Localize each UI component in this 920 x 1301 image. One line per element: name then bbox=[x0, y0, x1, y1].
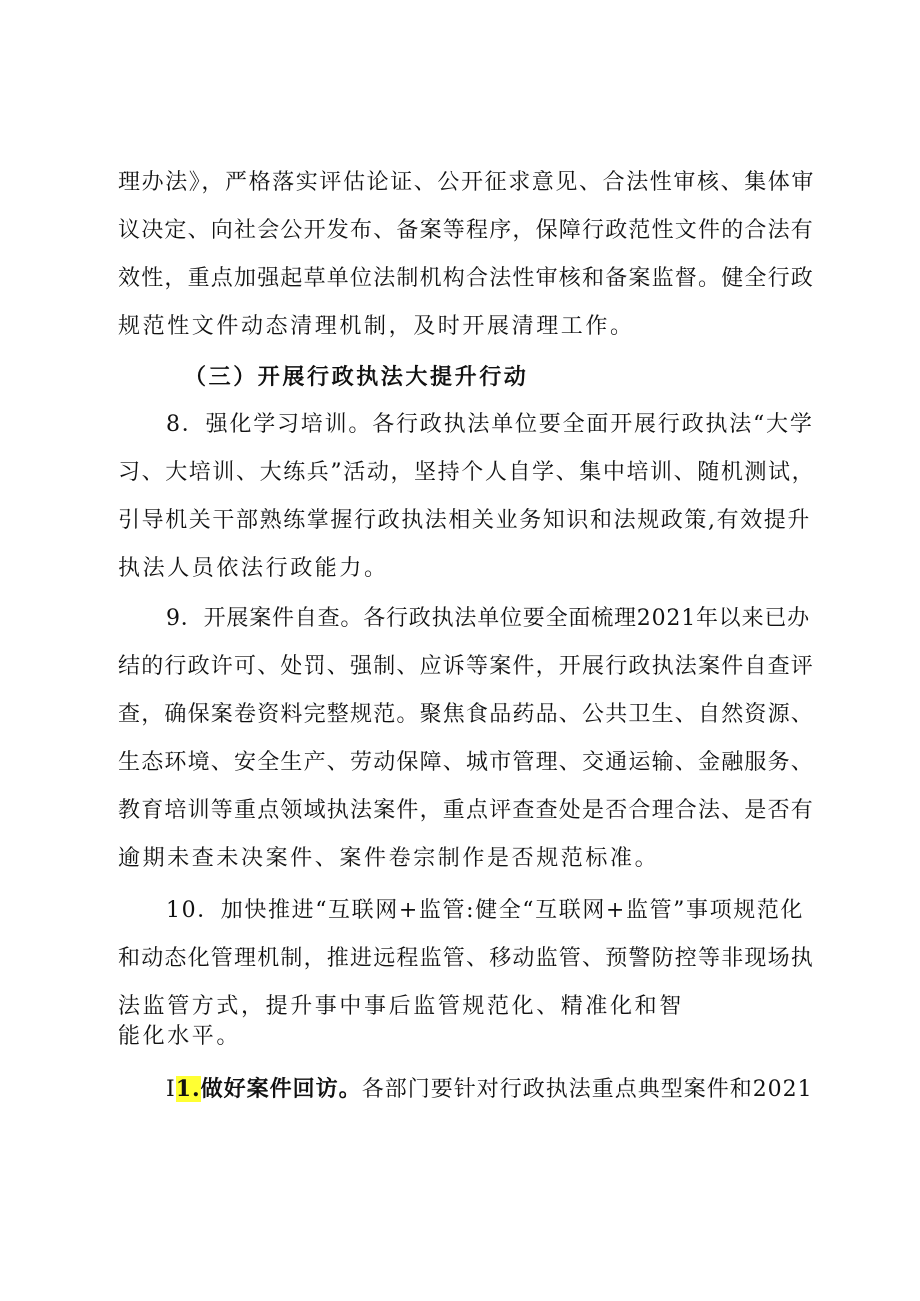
paragraph-line: 逾期未查未决案件、案件卷宗制作是否规范标准。 bbox=[118, 846, 660, 871]
list-marker-prefix: I bbox=[166, 1077, 176, 1102]
paragraph-line-last bbox=[166, 1074, 813, 1105]
paragraph-line: 效性，重点加强起草单位法制机构合法性审核和备案监督。健全行政 bbox=[118, 266, 815, 291]
paragraph-line: 生态环境、安全生产、劳动保障、城市管理、交通运输、金融服务、 bbox=[118, 750, 815, 775]
paragraph-line: 引导机关干部熟练掌握行政执法相关业务知识和法规政策,有效提升 bbox=[118, 508, 811, 533]
paragraph-line: 8．强化学习培训。各行政执法单位要全面开展行政执法“大学 bbox=[166, 412, 814, 437]
paragraph-line: 9．开展案件自查。各行政执法单位要全面梳理2021年以来已办 bbox=[166, 606, 810, 631]
paragraph-line: 10．加快推进“互联网+监管:健全“互联网+监管”事项规范化 bbox=[166, 898, 805, 923]
paragraph-line: 能化水平。 bbox=[118, 1024, 242, 1049]
paragraph-line: 教育培训等重点领域执法案件，重点评查查处是否合理合法、是否有 bbox=[118, 798, 815, 823]
paragraph-line: 理办法》，严格落实评估论证、公开征求意见、合法性审核、集体审 bbox=[118, 170, 816, 195]
paragraph-line: 查，确保案卷资料完整规范。聚焦食品药品、公共卫生、自然资源、 bbox=[118, 702, 815, 727]
paragraph-line: 和动态化管理机制，推进远程监管、移动监管、预警防控等非现场执 bbox=[118, 946, 815, 971]
highlighted-number: 1. bbox=[175, 1076, 201, 1102]
paragraph-line: 执法人员依法行政能力。 bbox=[118, 556, 389, 581]
paragraph-line: 法监管方式，提升事中事后监管规范化、精准化和智 bbox=[118, 994, 684, 1019]
paragraph-line: 规范性文件动态清理机制，及时开展清理工作。 bbox=[118, 314, 635, 339]
section-heading: （三）开展行政执法大提升行动 bbox=[184, 364, 529, 390]
paragraph-line: 结的行政许可、处罚、强制、应诉等案件，开展行政执法案件自查评 bbox=[118, 654, 815, 679]
item-title: 做好案件回访。 bbox=[200, 1076, 362, 1102]
paragraph-line: 习、大培训、大练兵”活动，坚持个人自学、集中培训、随机测试， bbox=[118, 460, 816, 485]
paragraph-line: 议决定、向社会公开发布、备案等程序，保障行政范性文件的合法有 bbox=[118, 218, 815, 243]
item-body: 各部门要针对行政执法重点典型案件和2021 bbox=[361, 1077, 813, 1102]
